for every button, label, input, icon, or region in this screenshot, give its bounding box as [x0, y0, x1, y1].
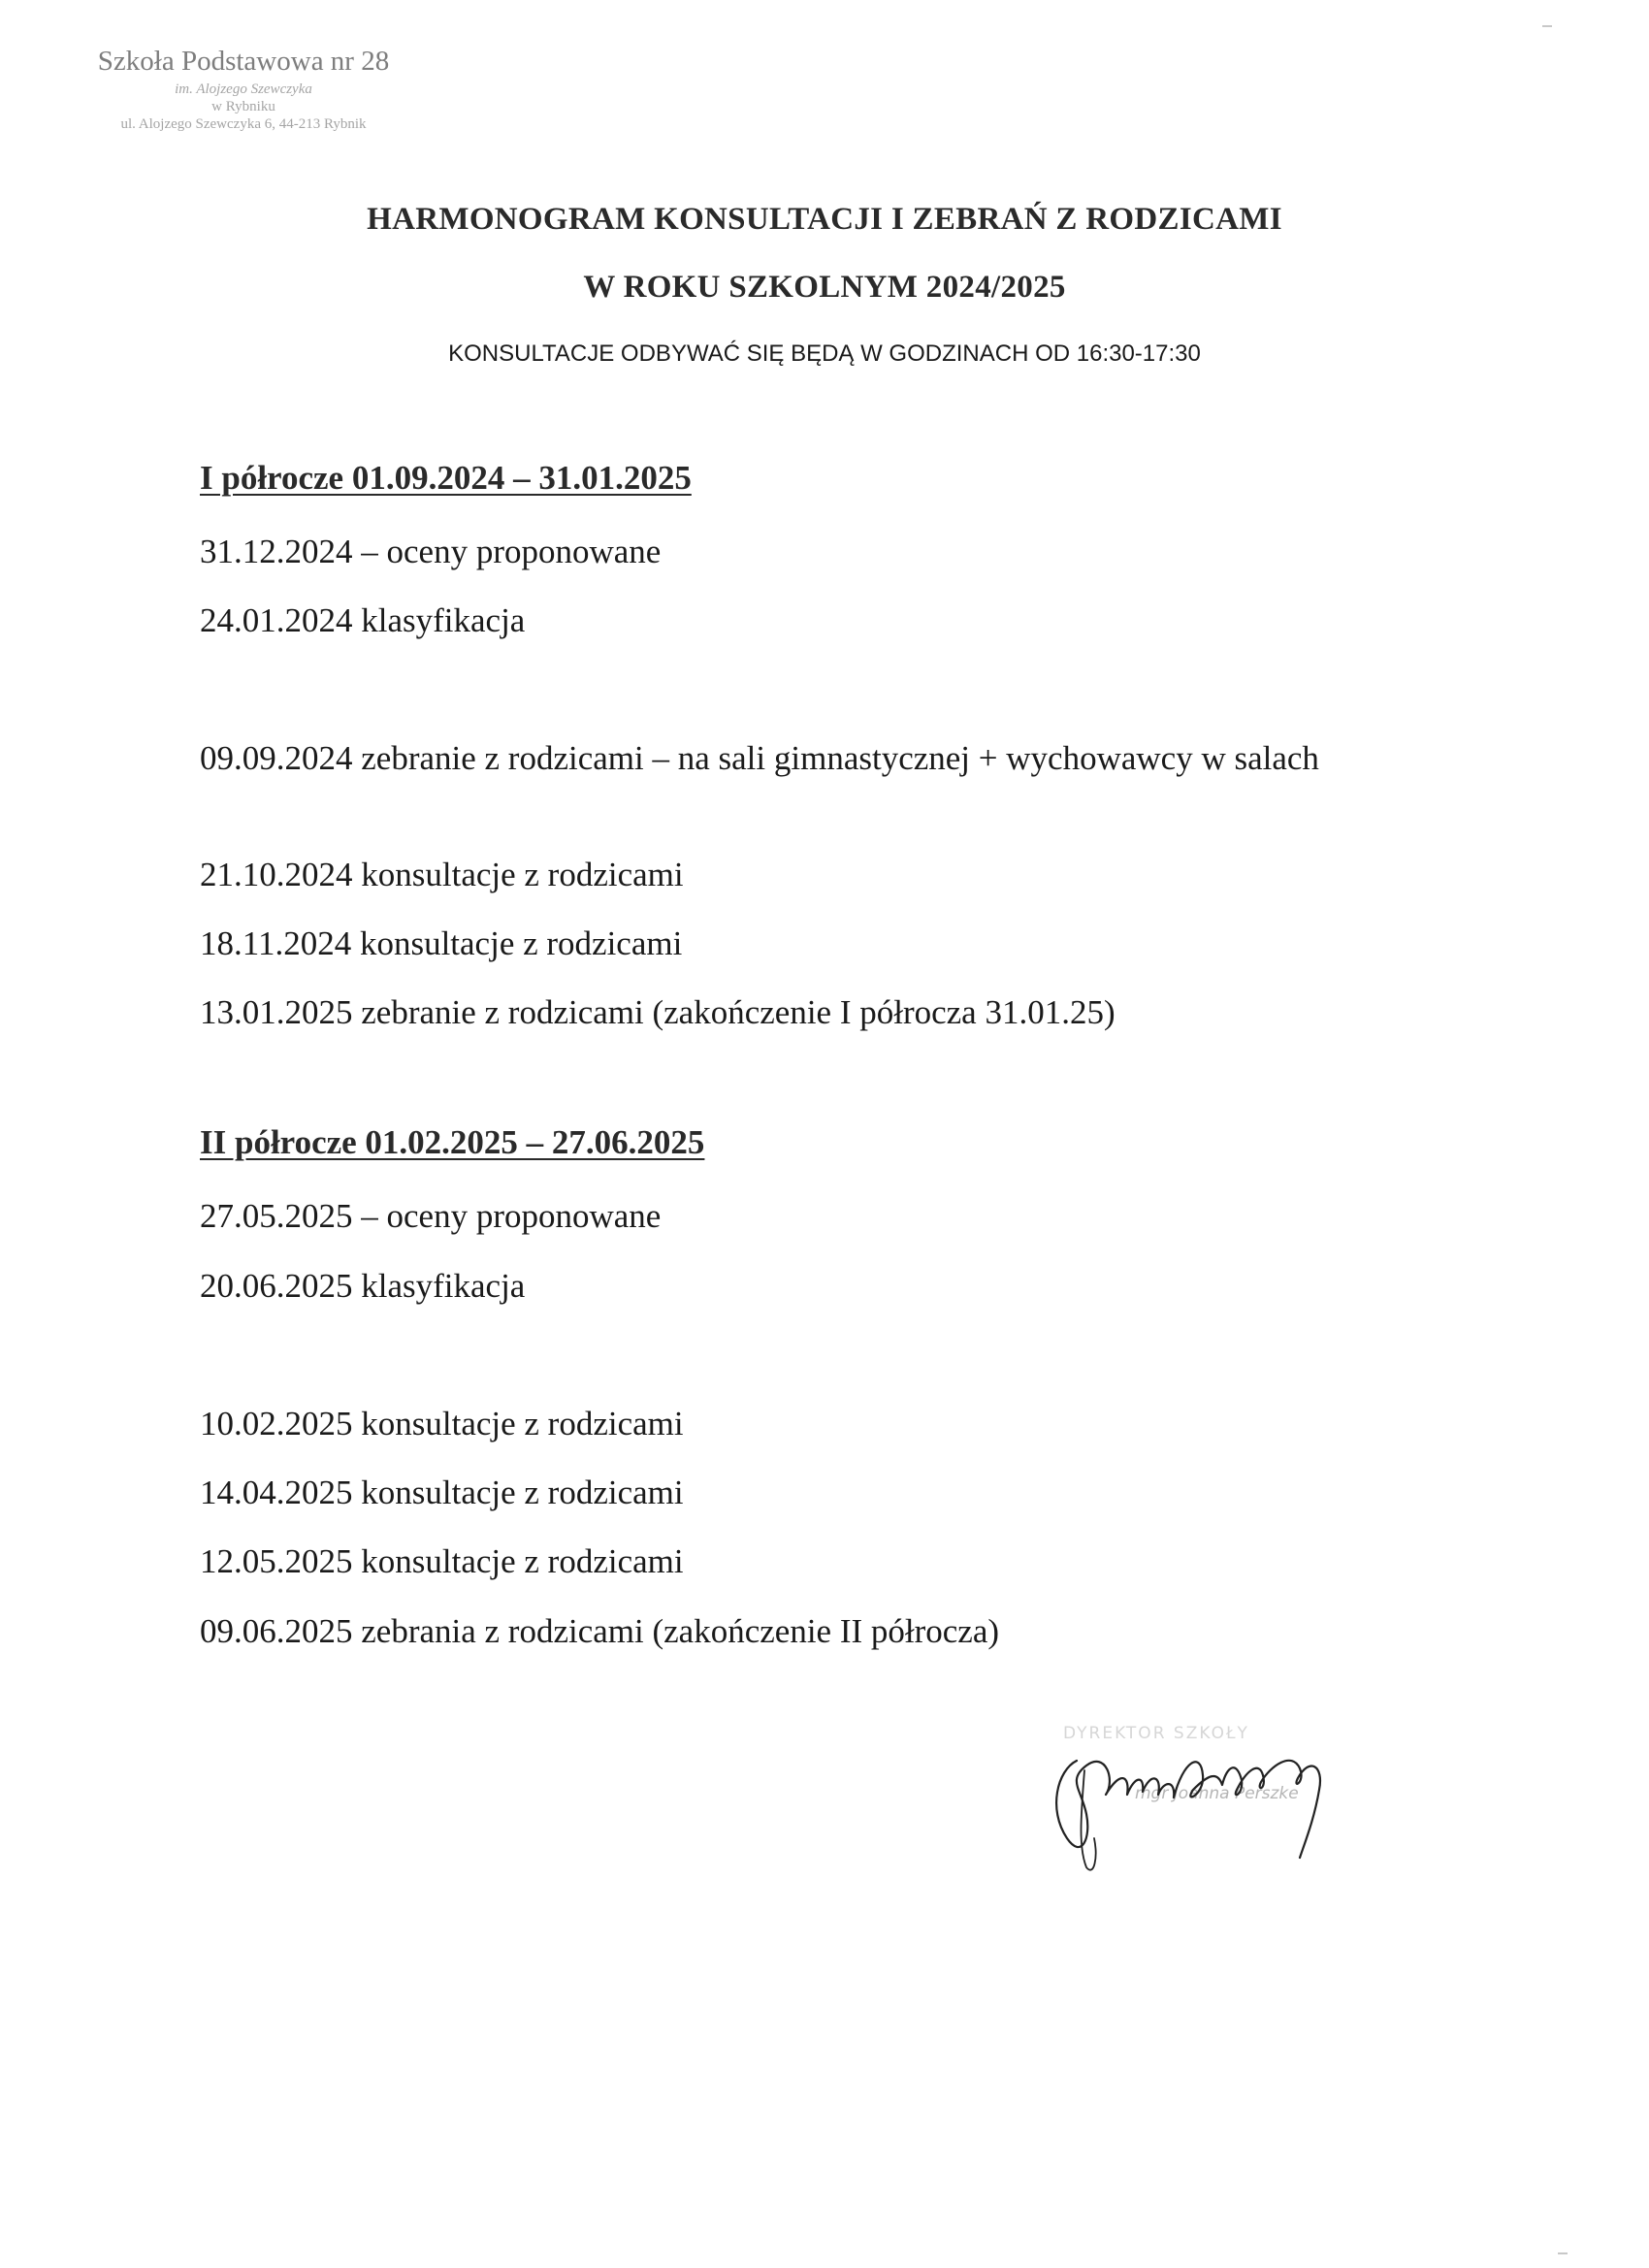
document-title-line-1: HARMONOGRAM KONSULTACJI I ZEBRAŃ Z RODZICAMI — [367, 202, 1282, 237]
stamp-patron: im. Alojzego Szewczyka — [175, 81, 312, 97]
semester-1-heading: I półrocze 01.09.2024 – 31.01.2025 — [200, 459, 692, 497]
document-title-line-2: W ROKU SZKOLNYM 2024/2025 — [583, 270, 1066, 305]
handwritten-signature-icon — [1038, 1722, 1348, 1877]
semester-2-meeting-item: 09.06.2025 zebrania z rodzicami (zakończenie II półrocza) — [200, 1612, 1000, 1650]
semester-2-grades-proposed: 27.05.2025 – oceny proponowane — [200, 1197, 662, 1235]
semester-2-meeting-item: 12.05.2025 konsultacje z rodzicami — [200, 1542, 684, 1580]
consultation-hours-note: KONSULTACJE ODBYWAĆ SIĘ BĘDĄ W GODZINACH OD 16:30-17:30 — [448, 340, 1201, 367]
director-signature — [1038, 1722, 1348, 1877]
semester-2-meeting-item: 10.02.2025 konsultacje z rodzicami — [200, 1405, 684, 1442]
stamp-city: w Rybniku — [211, 98, 275, 114]
semester-2-classification: 20.06.2025 klasyfikacja — [200, 1267, 526, 1305]
scan-mark — [1558, 2252, 1568, 2254]
semester-1-meeting-item: 21.10.2024 konsultacje z rodzicami — [200, 856, 684, 893]
signature-role-stamp: DYREKTOR SZKOŁY — [1063, 1724, 1249, 1743]
stamp-address: ul. Alojzego Szewczyka 6, 44-213 Rybnik — [120, 115, 367, 132]
semester-1-meeting-item: 09.09.2024 zebranie z rodzicami – na sali gimnastycznej + wychowawcy w salach — [200, 739, 1319, 777]
semester-1-meeting-item: 13.01.2025 zebranie z rodzicami (zakończenie I półrocza 31.01.25) — [200, 993, 1116, 1031]
semester-1-grades-proposed: 31.12.2024 – oceny proponowane — [200, 533, 662, 570]
semester-2-meeting-item: 14.04.2025 konsultacje z rodzicami — [200, 1474, 684, 1511]
semester-1-classification: 24.01.2024 klasyfikacja — [200, 601, 526, 639]
scan-mark — [1542, 25, 1552, 27]
semester-2-heading: II półrocze 01.02.2025 – 27.06.2025 — [200, 1123, 705, 1161]
stamp-school-name: Szkoła Podstawowa nr 28 — [97, 46, 390, 77]
signature-name-stamp: mgr Joanna Perszke — [1135, 1784, 1299, 1803]
semester-1-meeting-item: 18.11.2024 konsultacje z rodzicami — [200, 924, 683, 962]
school-stamp — [64, 45, 423, 133]
